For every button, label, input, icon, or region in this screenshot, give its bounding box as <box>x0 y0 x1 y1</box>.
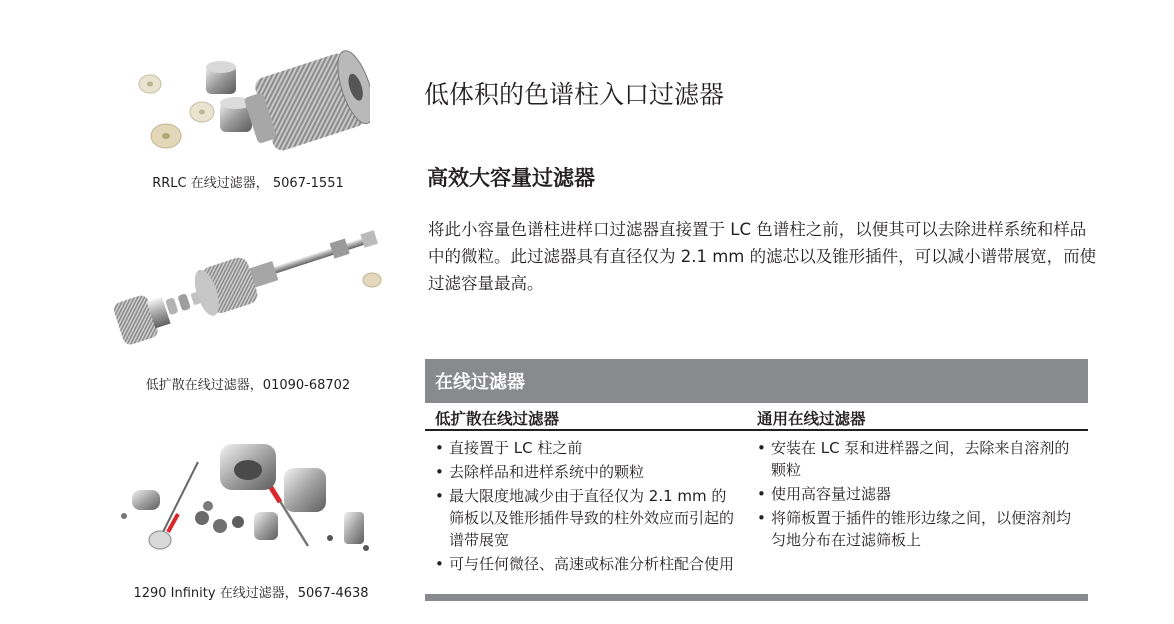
list-item: • 将筛板置于插件的锥形边缘之间，以便溶剂均匀地分布在过滤筛板上 <box>757 507 1073 551</box>
table-bottom-rule <box>425 594 1088 601</box>
product-caption: 低扩散在线过滤器，01090-68702 <box>145 378 351 393</box>
product-caption: 1290 Infinity 在线过滤器，5067-4638 <box>133 586 369 601</box>
table-header: 在线过滤器 <box>425 359 1088 403</box>
low-dispersion-bullet-list <box>435 437 741 577</box>
section-heading: 高效大容量过滤器 <box>427 166 595 191</box>
column-heading-universal: 通用在线过滤器 <box>757 410 866 428</box>
low-dispersion-filter-photo <box>104 214 396 364</box>
list-item: • 最大限度地减少由于直径仅为 2.1 mm 的筛板以及锥形插件导致的柱外效应而引起的谱带展宽 <box>435 485 741 551</box>
infinity-1290-filter-photo <box>120 440 384 568</box>
list-item: • 安装在 LC 泵和进样器之间，去除来自溶剂的颗粒 <box>757 437 1073 481</box>
column-heading-low-dispersion: 低扩散在线过滤器 <box>435 410 560 428</box>
list-item: • 去除样品和进样系统中的颗粒 <box>435 461 741 483</box>
rrlc-filter-photo <box>130 32 370 172</box>
product-caption: RRLC 在线过滤器， 5067-1551 <box>152 176 344 191</box>
filter-comparison-table <box>425 359 1088 601</box>
list-item: • 使用高容量过滤器 <box>757 483 1073 505</box>
product-description: 将此小容量色谱柱进样口过滤器直接置于 LC 色谱柱之前，以便其可以去除进样系统和样品中的微粒。此过滤器具有直径仅为 2.1 mm 的滤芯以及锥形插件，可以减小谱带展宽，而使过滤容量最高。 <box>428 220 1097 293</box>
list-item: • 可与任何微径、高速或标准分析柱配合使用 <box>435 553 741 575</box>
page-title: 低体积的色谱柱入口过滤器 <box>424 79 725 109</box>
list-item: • 直接置于 LC 柱之前 <box>435 437 741 459</box>
table-column-headings <box>425 403 1088 431</box>
universal-bullet-list <box>757 437 1073 553</box>
